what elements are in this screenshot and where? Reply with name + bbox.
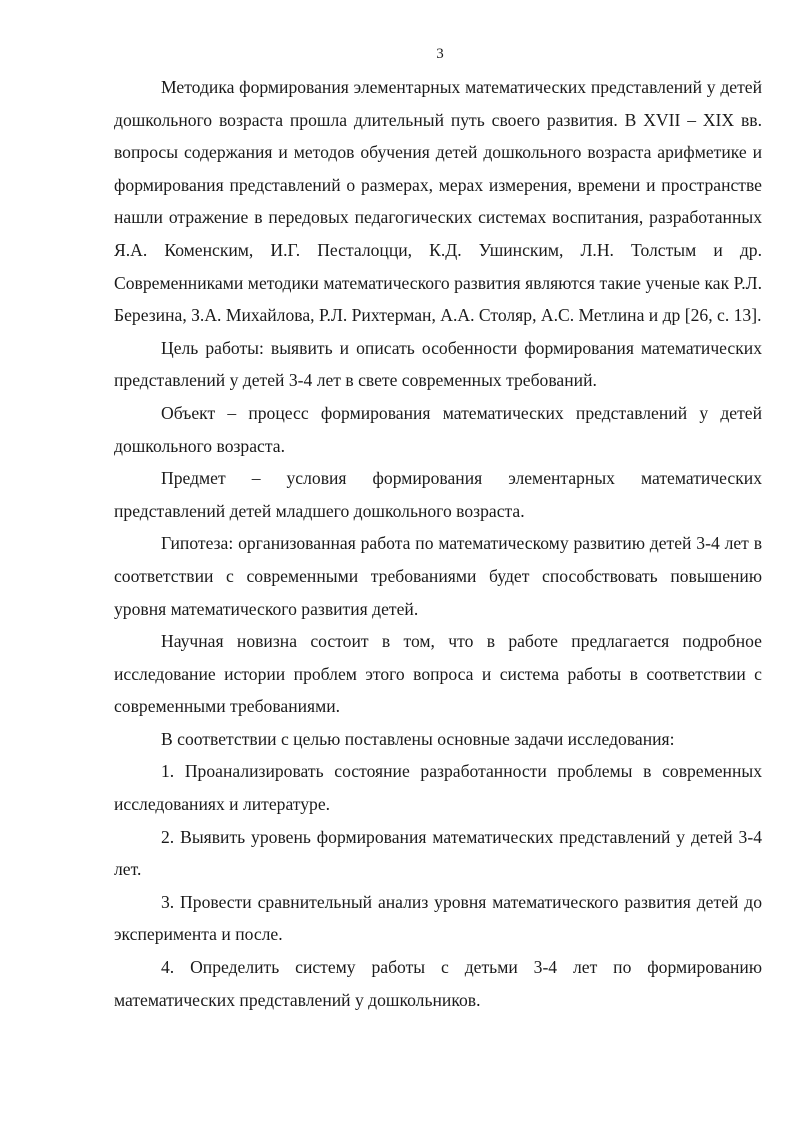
paragraph-subject: Предмет – условия формирования элементарных математических представлений детей младшего дошкольного возраста. bbox=[114, 468, 762, 521]
paragraph-task-2: 2. Выявить уровень формирования математических представлений у детей 3-4 лет. bbox=[114, 826, 762, 880]
paragraph-task-4: 4. Определить систему работы с детьми 3-4 лет по формированию математических представлений у дошкольников. bbox=[114, 957, 762, 1010]
paragraph-intro: Методика формирования элементарных математических представлений у детей дошкольного возраста прошла длительный путь своего развития. В XVII – XIX вв. вопросы содержания и методов обучения детей дошкольного возраста арифметике и формирования представлений о размерах, мерах измерения, времени и пространстве нашли отражение в передовых педагогических системах воспитания, разработанных Я.А. Коменским, И.Г. Песталоцци, К.Д. Ушинским, Л.Н. Толстым и др. Современниками методики математического развития являются такие ученые как Р.Л. Березина, З.А. Михайлова, Р.Л. Рихтерман, А.А. Столяр, А.С. Метлина и др [26, с. 13]. bbox=[114, 77, 762, 326]
body-text bbox=[114, 71, 762, 1016]
paragraph-task-3: 3. Провести сравнительный анализ уровня математического развития детей до эксперимента и после. bbox=[114, 891, 762, 945]
paragraph-task-1: 1. Проанализировать состояние разработанности проблемы в современных исследованиях и литературе. bbox=[114, 761, 762, 815]
page-number: 3 bbox=[436, 46, 444, 62]
paragraph-object: Объект – процесс формирования математических представлений у детей дошкольного возраста. bbox=[114, 402, 762, 456]
paragraph-hypothesis: Гипотеза: организованная работа по математическому развитию детей 3-4 лет в соответствии с современными требованиями будет способствовать повышению уровня математического развития детей. bbox=[114, 533, 762, 619]
paragraph-tasks-intro: В соответствии с целью поставлены основные задачи исследования: bbox=[161, 728, 675, 749]
paragraph-goal: Цель работы: выявить и описать особенности формирования математических представлений у детей 3-4 лет в свете современных требований. bbox=[114, 337, 762, 391]
paragraph-novelty: Научная новизна состоит в том, что в работе предлагается подробное исследование истории проблем этого вопроса и система работы в соответствии с современными требованиями. bbox=[114, 631, 762, 717]
